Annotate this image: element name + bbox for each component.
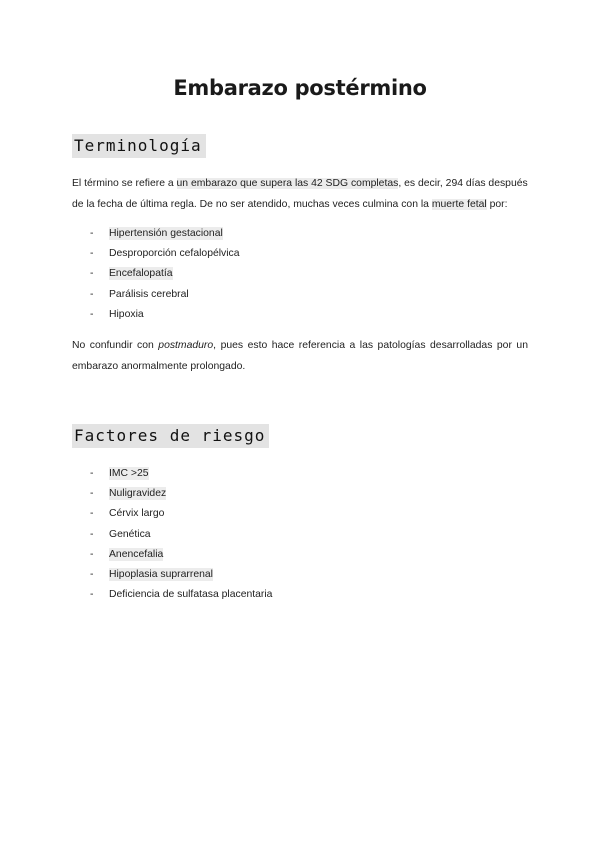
- paragraph-postmaduro: [72, 336, 528, 377]
- list-factores-de-riesgo: [90, 464, 272, 605]
- list-marker: -: [90, 548, 94, 560]
- list-item-text: Anencefalia: [109, 548, 164, 560]
- list-item: [90, 224, 240, 244]
- list-item: [90, 525, 272, 545]
- list-item: [90, 565, 272, 585]
- list-marker: -: [90, 248, 94, 260]
- list-item-text: IMC >25: [109, 468, 149, 479]
- list-item: [90, 264, 240, 284]
- list-marker: -: [90, 568, 94, 580]
- list-complicaciones: [90, 224, 240, 325]
- paragraph-text: No confundir con: [72, 340, 159, 351]
- paragraph-terminologia: [72, 174, 528, 215]
- list-marker: -: [90, 528, 94, 540]
- highlighted-text: muerte fetal: [431, 198, 487, 210]
- list-item-text: Parálisis cerebral: [109, 288, 189, 300]
- paragraph-text: El término se refiere a: [72, 178, 177, 189]
- section-heading-factores-de-riesgo: Factores de riesgo: [72, 424, 269, 448]
- list-marker: -: [90, 288, 94, 300]
- emphasized-text: postmaduro: [158, 340, 214, 351]
- list-marker: -: [90, 508, 94, 520]
- list-marker: -: [90, 308, 94, 320]
- list-marker: -: [90, 488, 94, 500]
- paragraph-text: por:: [486, 198, 508, 210]
- list-marker: -: [90, 268, 94, 280]
- list-item-text: Hipertensión gestacional: [109, 228, 223, 239]
- paragraph-text: , es decir, 294 días después de la fecha de última regla. De no ser atendido, muchas veces culmina con la: [72, 178, 528, 210]
- list-item-text: Cérvix largo: [109, 508, 165, 520]
- list-marker: -: [90, 228, 94, 239]
- list-item-text: Hipoplasia suprarrenal: [109, 568, 213, 580]
- list-item-text: Deficiencia de sulfatasa placentaria: [109, 589, 273, 601]
- highlighted-text: un embarazo que supera las 42 SDG completas: [176, 178, 399, 189]
- paragraph-text: , pues esto hace referencia a las patologías desarrolladas por un embarazo anormalmente prolongado.: [72, 340, 528, 372]
- section-heading-terminologia: Terminología: [72, 134, 206, 158]
- list-item-text: Genética: [109, 528, 151, 540]
- list-item-text: Nuligravidez: [109, 488, 167, 500]
- list-item: [90, 244, 240, 264]
- list-marker: -: [90, 589, 94, 601]
- list-item: [90, 285, 240, 305]
- list-item: [90, 545, 272, 565]
- page-title: Embarazo postérmino: [173, 76, 427, 100]
- list-marker: -: [90, 468, 94, 479]
- list-item-text: Desproporción cefalopélvica: [109, 248, 240, 260]
- list-item-text: Hipoxia: [109, 308, 144, 320]
- list-item: [90, 504, 272, 524]
- list-item: [90, 305, 240, 325]
- list-item-text: Encefalopatía: [109, 268, 173, 280]
- list-item: [90, 585, 272, 605]
- list-item: [90, 464, 272, 484]
- list-item: [90, 484, 272, 504]
